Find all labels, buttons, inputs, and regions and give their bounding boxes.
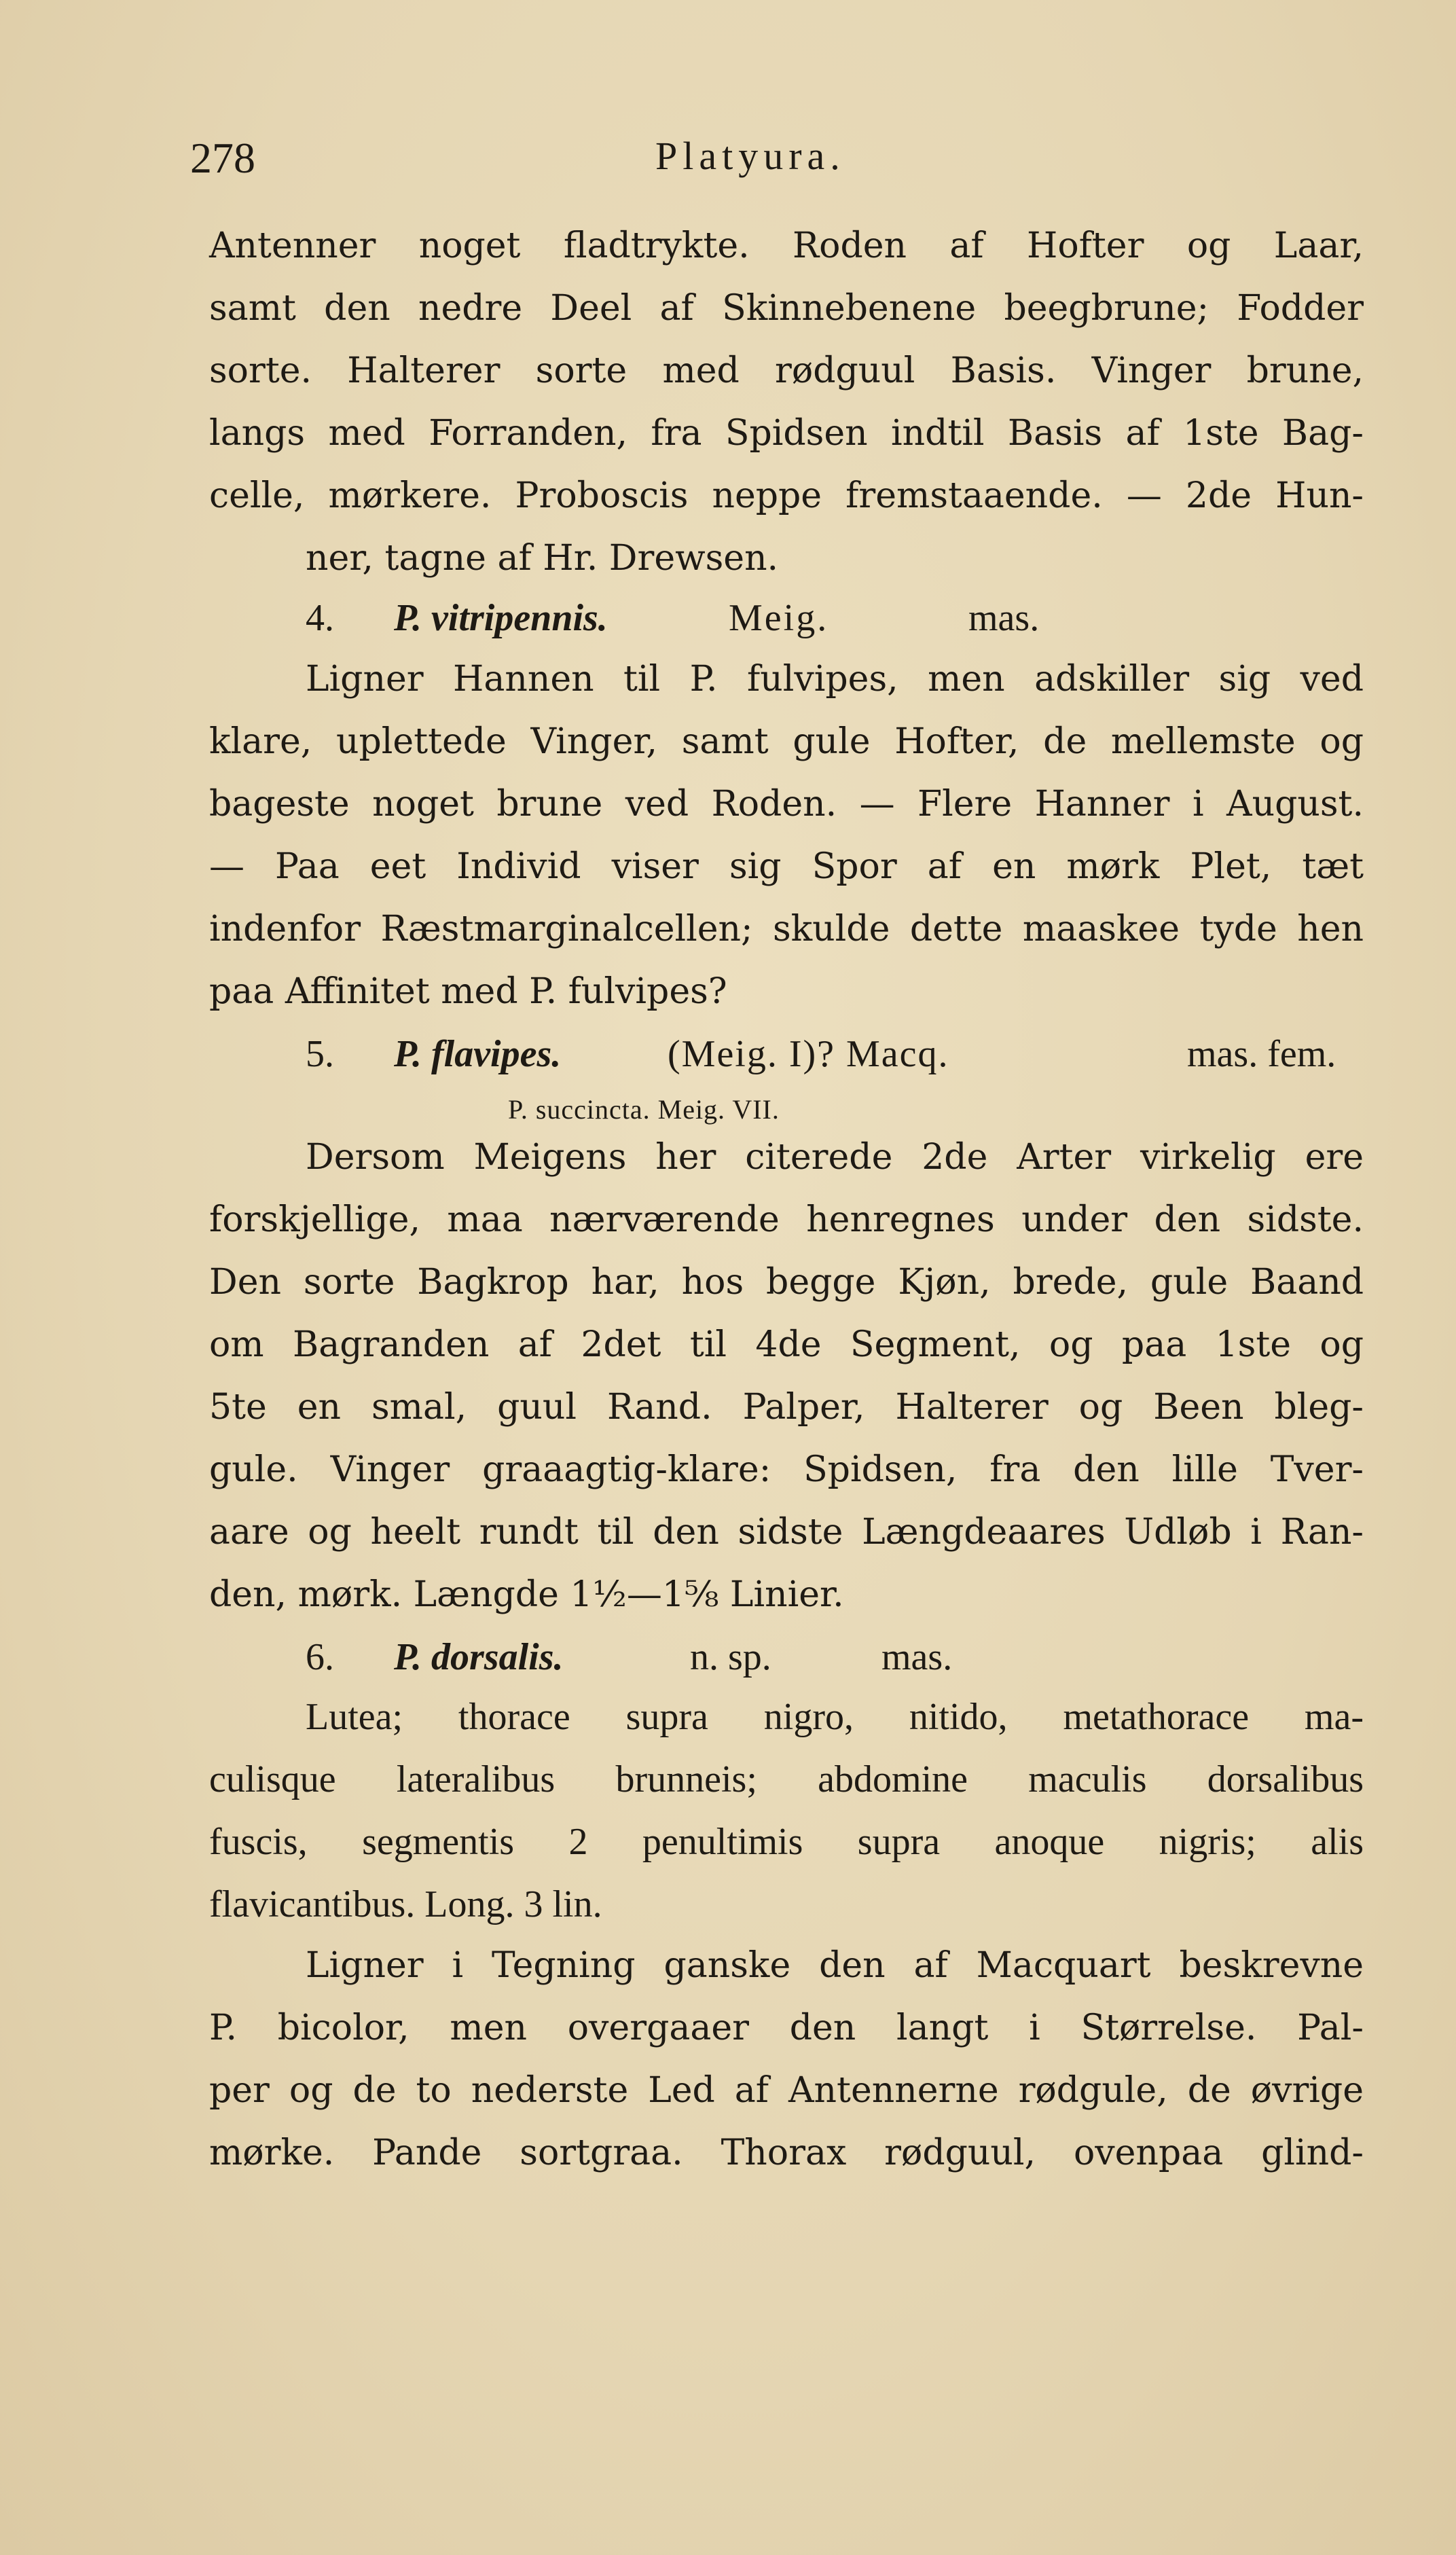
text-line: mørke. Pande sortgraa. Thorax rødguul, ovenpaa glind- — [209, 2133, 1364, 2173]
text-line: bageste noget brune ved Roden. — Flere Hanner i August. — [209, 784, 1364, 825]
text-line: P. bicolor, men overgaaer den langt i Størrelse. Pal- — [209, 2008, 1364, 2048]
latin-diagnosis-line: culisque lateralibus brunneis; abdomine maculis dorsalibus — [209, 1758, 1364, 1800]
text-line: 5te en smal, guul Rand. Palper, Halterer og Been bleg- — [209, 1387, 1364, 1428]
species-author: (Meig. I)? Macq. — [668, 1033, 949, 1075]
text-line: paa Affinitet med P. fulvipes? — [209, 971, 727, 1012]
latin-diagnosis-line: Lutea; thorace supra nigro, nitido, metathorace ma- — [306, 1696, 1364, 1738]
species-number: 5. — [306, 1033, 334, 1075]
text-line: Antenner noget fladtrykte. Roden af Hofter og Laar, — [209, 225, 1364, 266]
species-sex: mas. — [881, 1636, 953, 1678]
text-line: forskjellige, maa nærværende henregnes under den sidste. — [209, 1199, 1364, 1240]
species-name: P. dorsalis. — [394, 1636, 564, 1678]
species-name: P. flavipes. — [394, 1033, 562, 1075]
species-heading-4 — [209, 596, 1364, 640]
species-name: P. vitripennis. — [394, 597, 608, 639]
text-line: per og de to nederste Led af Antennerne rødgule, de øvrige — [209, 2070, 1364, 2111]
text-line: langs med Forranden, fra Spidsen indtil Basis af 1ste Bag- — [209, 413, 1364, 454]
text-line: Ligner i Tegning ganske den af Macquart beskrevne — [306, 1945, 1364, 1986]
species-sex: mas. — [968, 597, 1040, 639]
species-author: n. sp. — [690, 1636, 771, 1678]
text-line: aare og heelt rundt til den sidste Længdeaares Udløb i Ran- — [209, 1512, 1364, 1553]
text-line: den, mørk. Længde 1½—1⅝ Linier. — [209, 1574, 844, 1615]
species-number: 4. — [306, 597, 334, 639]
species-heading-6 — [209, 1635, 1364, 1679]
running-head: Platyura. — [655, 134, 845, 178]
species-heading-5 — [209, 1032, 1364, 1076]
text-line: Ligner Hannen til P. fulvipes, men adskiller sig ved — [306, 659, 1364, 700]
text-line: celle, mørkere. Proboscis neppe fremstaaende. — 2de Hun- — [209, 475, 1364, 516]
species-author: Meig. — [729, 597, 829, 639]
text-line: Den sorte Bagkrop har, hos begge Kjøn, brede, gule Baand — [209, 1262, 1364, 1303]
text-line: om Bagranden af 2det til 4de Segment, og paa 1ste og — [209, 1324, 1364, 1365]
page-number: 278 — [190, 134, 255, 182]
latin-diagnosis-line: fuscis, segmentis 2 penultimis supra anoque nigris; alis — [209, 1821, 1364, 1863]
text-line: indenfor Ræstmarginalcellen; skulde dette maaskee tyde hen — [209, 909, 1364, 949]
text-line: Dersom Meigens her citerede 2de Arter virkelig ere — [306, 1137, 1364, 1178]
text-line: ner, tagne af Hr. Drewsen. — [306, 538, 779, 579]
text-line: — Paa eet Individ viser sig Spor af en mørk Plet, tæt — [209, 846, 1364, 887]
text-line: gule. Vinger graaagtig-klare: Spidsen, fra den lille Tver- — [209, 1449, 1364, 1490]
page-header — [0, 133, 1456, 187]
text-line: sorte. Halterer sorte med rødguul Basis. Vinger brune, — [209, 350, 1364, 391]
text-line: samt den nedre Deel af Skinnebenene beegbrune; Fodder — [209, 288, 1364, 329]
species-sex: mas. fem. — [1187, 1033, 1336, 1075]
species-number: 6. — [306, 1636, 334, 1678]
latin-diagnosis-line: flavicantibus. Long. 3 lin. — [209, 1883, 602, 1925]
text-line: klare, uplettede Vinger, samt gule Hofter, de mellemste og — [209, 721, 1364, 762]
synonym-line: P. succincta. Meig. VII. — [508, 1094, 780, 1125]
